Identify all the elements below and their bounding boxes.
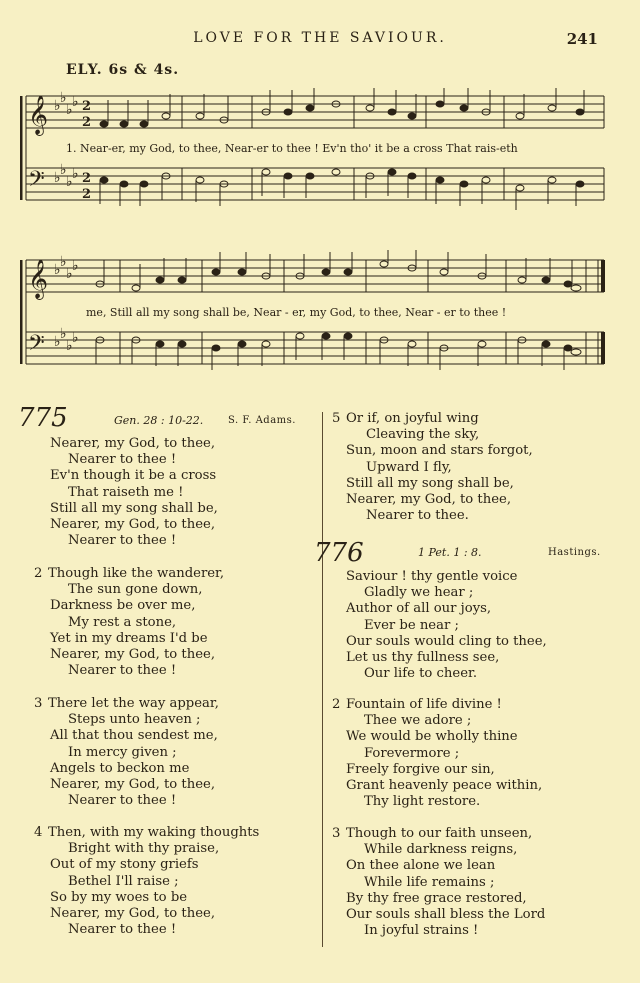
svg-text:𝄞: 𝄞 xyxy=(28,259,49,299)
svg-text:♭: ♭ xyxy=(60,90,67,106)
verse-line: All that thou sendest me, xyxy=(50,728,218,744)
verse-line: Thee we adore ; xyxy=(364,713,472,729)
verse-line: Nearer, my God, to thee, xyxy=(50,906,216,922)
verse-line: Freely forgive our sin, xyxy=(346,761,495,777)
column-divider xyxy=(322,412,323,947)
verse-line: Nearer, my God, to thee, xyxy=(50,436,216,451)
svg-text:♭: ♭ xyxy=(60,162,67,178)
verse-number: 3 xyxy=(34,696,43,711)
verse-line: So by my woes to be xyxy=(50,889,188,905)
verse-line: Grant heavenly peace within, xyxy=(346,778,543,794)
svg-text:𝄢: 𝄢 xyxy=(28,167,45,197)
verse-line: While darkness reigns, xyxy=(364,842,518,858)
verse-line: Nearer to thee ! xyxy=(68,793,177,809)
verse-line: Though to our faith unseen, xyxy=(346,826,533,841)
hymn-775-author: S. F. Adams. xyxy=(228,415,296,426)
verse-line: Let us thy fullness see, xyxy=(346,650,500,666)
verse-line: Nearer, my God, to thee, xyxy=(346,492,512,508)
verse-line: Or if, on joyful wing xyxy=(346,411,479,426)
tune-lyrics-line-1: 1. Near-er, my God, to thee, Near-er to thee ! Ev'n tho' it be a cross That rais-eth xyxy=(66,142,518,155)
verse-line: Bright with thy praise, xyxy=(68,841,220,857)
verse-line: Angels to beckon me xyxy=(50,760,190,776)
verse-line: Out of my stony griefs xyxy=(50,857,199,873)
verse-number: 4 xyxy=(34,825,43,840)
svg-text:♭: ♭ xyxy=(54,334,61,350)
svg-text:2: 2 xyxy=(82,115,92,130)
hymn-776-author: Hastings. xyxy=(548,547,601,558)
verse-line: Nearer, my God, to thee, xyxy=(50,777,216,793)
verse-number: 2 xyxy=(34,566,43,581)
hymn-775-verse-2 xyxy=(34,566,224,679)
verse-line: Thy light restore. xyxy=(364,794,481,810)
verse-line: Sun, moon and stars forgot, xyxy=(346,443,533,459)
hymn-776-verse-1 xyxy=(332,569,547,682)
verse-line: Gladly we hear ; xyxy=(364,585,474,601)
verse-number: 5 xyxy=(332,411,341,426)
verse-line: Nearer to thee ! xyxy=(68,452,177,468)
verse-line: Steps unto heaven ; xyxy=(68,712,201,728)
hymn-number-775: 775 xyxy=(18,403,68,433)
verse-line: Nearer, my God, to thee, xyxy=(50,517,216,533)
tune-name: ELY. 6s & 4s. xyxy=(66,62,180,78)
verse-line: Ev'n though it be a cross xyxy=(50,468,217,484)
svg-text:♭: ♭ xyxy=(72,94,79,110)
verse-line: By thy free grace restored, xyxy=(346,890,527,906)
verse-line: Cleaving the sky, xyxy=(366,427,480,443)
verse-line: Yet in my dreams I'd be xyxy=(50,630,208,646)
hymn-775-verse-4 xyxy=(34,825,259,938)
verse-line: Ever be near ; xyxy=(364,617,459,633)
verse-line: Fountain of life divine ! xyxy=(346,697,502,712)
verse-line: Nearer to thee ! xyxy=(68,533,177,549)
verse-line: Author of all our joys, xyxy=(346,601,492,617)
verse-line: Darkness be over me, xyxy=(50,598,196,614)
verse-line: My rest a stone, xyxy=(68,614,177,630)
verse-line: Our life to cheer. xyxy=(364,666,478,682)
verse-line: There let the way appear, xyxy=(48,696,219,711)
hymn-776-verse-3 xyxy=(332,826,545,939)
svg-text:♭: ♭ xyxy=(54,98,61,114)
svg-text:♭: ♭ xyxy=(60,326,67,342)
tune-lyrics-line-2: me, Still all my song shall be, Near - er, my God, to thee, Near - er to thee ! xyxy=(86,306,507,319)
verse-line: Forevermore ; xyxy=(364,745,460,761)
verse-line: Though like the wanderer, xyxy=(48,566,225,581)
verse-line: We would be wholly thine xyxy=(346,729,518,745)
verse-number: 3 xyxy=(332,826,341,841)
verse-line: The sun gone down, xyxy=(68,582,203,598)
svg-text:♭: ♭ xyxy=(66,174,73,190)
hymn-776-scripture: 1 Pet. 1 : 8. xyxy=(418,546,482,559)
svg-text:♭: ♭ xyxy=(60,254,67,270)
page-running-title: LOVE FOR THE SAVIOUR. xyxy=(193,30,447,46)
verse-line: Upward I fly, xyxy=(366,459,452,475)
hymn-775-verse-3 xyxy=(34,696,219,809)
verse-line: In mercy given ; xyxy=(68,744,177,760)
verse-number: 2 xyxy=(332,697,341,712)
svg-text:2: 2 xyxy=(82,187,92,202)
hymn-775-verse-5 xyxy=(332,411,533,524)
hymn-number-776: 776 xyxy=(314,538,364,568)
verse-line: Our souls would cling to thee, xyxy=(346,633,547,649)
verse-line: Nearer, my God, to thee, xyxy=(50,647,216,663)
verse-line: On thee alone we lean xyxy=(346,858,496,874)
page-number: 241 xyxy=(566,30,598,48)
svg-text:♭: ♭ xyxy=(66,266,73,282)
verse-line: That raiseth me ! xyxy=(68,484,184,500)
verse-line: Nearer to thee ! xyxy=(68,922,177,938)
verse-line: Bethel I'll raise ; xyxy=(68,873,179,889)
svg-text:♭: ♭ xyxy=(72,258,79,274)
verse-line: Saviour ! thy gentle voice xyxy=(346,569,518,584)
verse-line: While life remains ; xyxy=(364,874,495,890)
verse-line: Then, with my waking thoughts xyxy=(48,825,260,840)
hymn-776-verse-2 xyxy=(332,697,542,810)
hymn-775-verse-1 xyxy=(34,436,218,549)
verse-line: Still all my song shall be, xyxy=(50,500,218,516)
svg-text:♭: ♭ xyxy=(72,166,79,182)
svg-text:2: 2 xyxy=(82,99,92,114)
verse-line: Still all my song shall be, xyxy=(346,475,514,491)
svg-text:♭: ♭ xyxy=(54,170,61,186)
verse-line: Nearer to thee ! xyxy=(68,663,177,679)
svg-text:♭: ♭ xyxy=(72,330,79,346)
verse-line: In joyful strains ! xyxy=(364,923,479,939)
verse-line: Nearer to thee. xyxy=(366,508,469,524)
hymn-775-scripture: Gen. 28 : 10-22. xyxy=(114,414,204,427)
svg-text:𝄢: 𝄢 xyxy=(28,331,45,361)
svg-text:𝄞: 𝄞 xyxy=(28,95,49,135)
svg-text:♭: ♭ xyxy=(66,102,73,118)
svg-text:2: 2 xyxy=(82,171,92,186)
verse-line: Our souls shall bless the Lord xyxy=(346,907,546,923)
svg-text:♭: ♭ xyxy=(54,262,61,278)
svg-text:♭: ♭ xyxy=(66,338,73,354)
